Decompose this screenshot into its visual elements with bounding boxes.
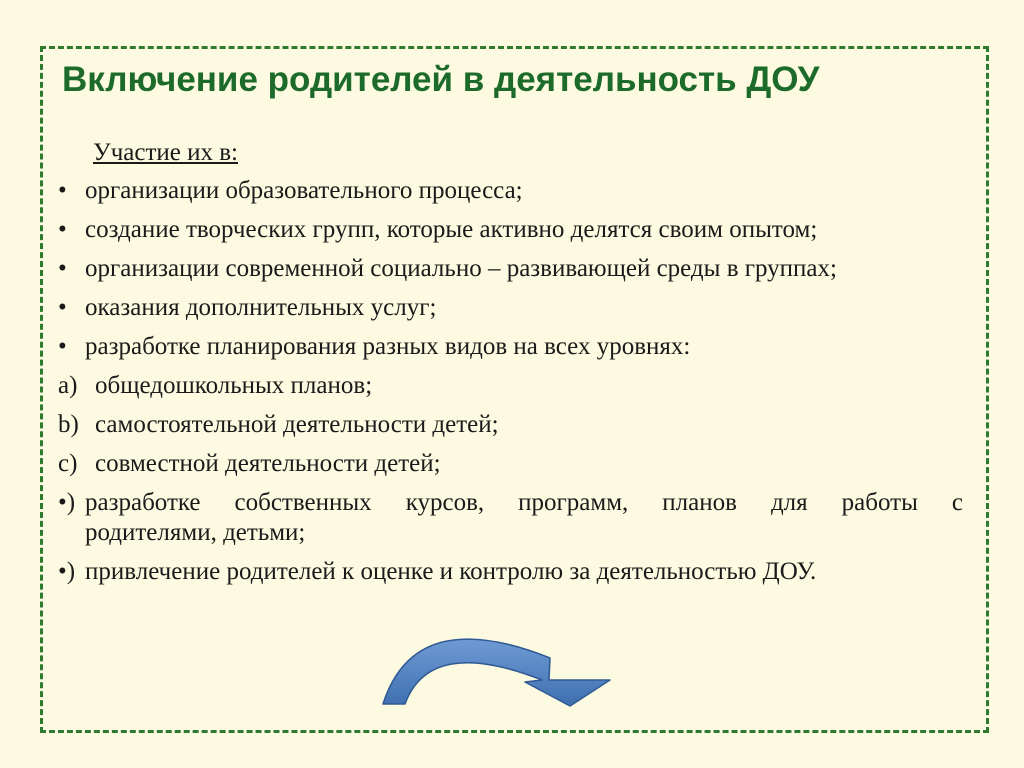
bullet-marker: •: [58, 294, 67, 321]
list-item: [58, 332, 963, 362]
list-item-text: организации современной социально – развивающей среды в группах;: [85, 255, 837, 282]
list-item-text: создание творческих групп, которые активно делятся своим опытом;: [85, 216, 818, 243]
curved-arrow-icon: [375, 618, 620, 713]
list-item: [58, 557, 963, 587]
bullet-marker: •: [58, 333, 67, 360]
list-item: [58, 488, 963, 518]
slide-title: Включение родителей в деятельность ДОУ: [62, 60, 820, 99]
list-item: [58, 371, 963, 401]
letter-marker: c): [58, 450, 78, 477]
intro-text: Участие их в:: [93, 139, 238, 166]
list-item-text: общедошкольных планов;: [95, 372, 373, 399]
letter-marker: a): [58, 372, 78, 399]
bullet-marker: •: [58, 216, 67, 243]
letter-marker: b): [58, 411, 79, 438]
list-item: [58, 176, 963, 206]
bullet-marker: •: [58, 177, 67, 204]
list-item-text: совместной деятельности детей;: [95, 450, 441, 477]
list-item-text: самостоятельной деятельности детей;: [95, 411, 499, 438]
list-item-text: оказания дополнительных услуг;: [85, 294, 437, 321]
list-item-text: организации образовательного процесса;: [85, 177, 523, 204]
list-item: [58, 449, 963, 479]
list-item-continuation: родителями, детьми;: [85, 519, 306, 546]
list-item: [58, 293, 963, 323]
list-item-text: привлечение родителей к оценке и контролю за деятельностью ДОУ.: [85, 558, 817, 585]
list-item: [58, 215, 963, 245]
bullet-marker: •): [58, 489, 76, 516]
list-item: [58, 254, 963, 284]
list-item-text: разработке собственных курсов, программ, планов для работы с: [85, 489, 963, 516]
list-item-text: разработке планирования разных видов на всех уровнях:: [85, 333, 691, 360]
bullet-marker: •): [58, 558, 76, 585]
list-item: [58, 410, 963, 440]
slide-content: [58, 138, 963, 596]
bullet-marker: •: [58, 255, 67, 282]
